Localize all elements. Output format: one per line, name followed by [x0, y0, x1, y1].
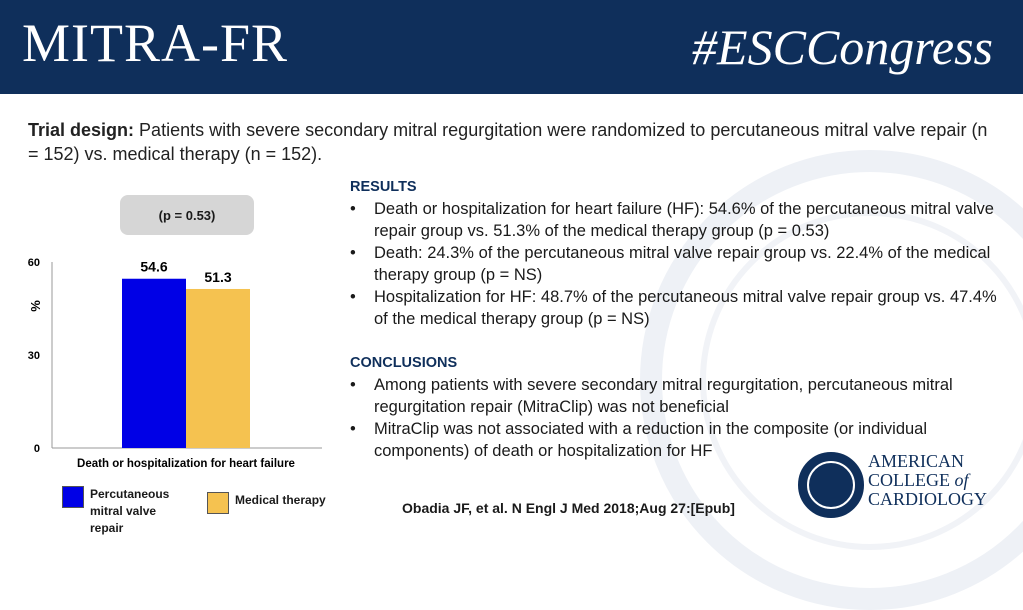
bar-value-label-repair: 54.6 — [140, 258, 168, 275]
legend-swatch-repair — [62, 486, 84, 508]
bar-percutaneous-repair — [122, 279, 186, 448]
bar-medical-therapy — [186, 289, 250, 448]
legend-item-medical — [207, 492, 326, 514]
results-item: • Death: 24.3% of the percutaneous mitral valve repair group vs. 22.4% of the medical therapy group (p = NS) — [350, 242, 1010, 286]
trial-design-label: Trial design: — [28, 120, 135, 140]
results-item: • Death or hospitalization for heart failure (HF): 54.6% of the percutaneous mitral valve repair group vs. 51.3% of the medical therapy group (p = 0.53) — [350, 198, 1010, 242]
legend-item-repair — [62, 486, 202, 537]
acc-wordmark-line2 — [868, 471, 987, 490]
acc-seal-logo — [798, 452, 864, 518]
acc-wordmark-line3: CARDIOLOGY — [868, 489, 987, 509]
y-tick-30: 30 — [27, 350, 40, 362]
y-tick-60: 60 — [27, 257, 40, 269]
trial-design-text: Patients with severe secondary mitral regurgitation were randomized to percutaneous mitral valve repair (n = 152) vs. medical therapy (n = 152). — [28, 120, 988, 164]
citation: Obadia JF, et al. N Engl J Med 2018;Aug 27:[Epub] — [402, 500, 735, 516]
conclusions-item: • MitraClip was not associated with a reduction in the composite (or individual components) of death or hospitalization for HF — [350, 418, 1010, 462]
congress-hashtag: #ESCCongress — [692, 19, 993, 75]
acc-wordmark — [868, 452, 987, 509]
acc-wordmark-of: of — [954, 470, 969, 490]
y-tick-0: 0 — [33, 443, 40, 455]
trial-design — [28, 118, 988, 166]
conclusions-heading: CONCLUSIONS — [350, 355, 458, 371]
results-item: • Hospitalization for HF: 48.7% of the percutaneous mitral valve repair group vs. 47.4% of the medical therapy group (p = NS) — [350, 286, 1010, 330]
results-list — [350, 198, 1010, 330]
y-axis-label: % — [28, 300, 43, 312]
acc-seal-ring — [807, 461, 855, 509]
results-heading: RESULTS — [350, 179, 417, 195]
conclusions-list — [350, 374, 1010, 462]
bar-chart — [0, 240, 340, 470]
title-banner — [0, 0, 1023, 94]
conclusions-section — [350, 352, 1010, 462]
trial-title: MITRA-FR — [22, 13, 289, 73]
acc-wordmark-line1: AMERICAN — [868, 451, 965, 471]
results-section — [350, 176, 1010, 330]
p-value-box: (p = 0.53) — [120, 195, 254, 235]
legend-label-medical: Medical therapy — [235, 493, 326, 507]
legend-swatch-medical — [207, 492, 229, 514]
bar-value-label-medical: 51.3 — [204, 268, 232, 285]
x-axis-label: Death or hospitalization for heart failure — [77, 458, 295, 470]
legend-label-repair: Percutaneous mitral valve repair — [90, 487, 170, 535]
conclusions-item: • Among patients with severe secondary mitral regurgitation, percutaneous mitral regurgitation repair (MitraClip) was not beneficial — [350, 374, 1010, 418]
acc-wordmark-college: COLLEGE — [868, 470, 950, 490]
